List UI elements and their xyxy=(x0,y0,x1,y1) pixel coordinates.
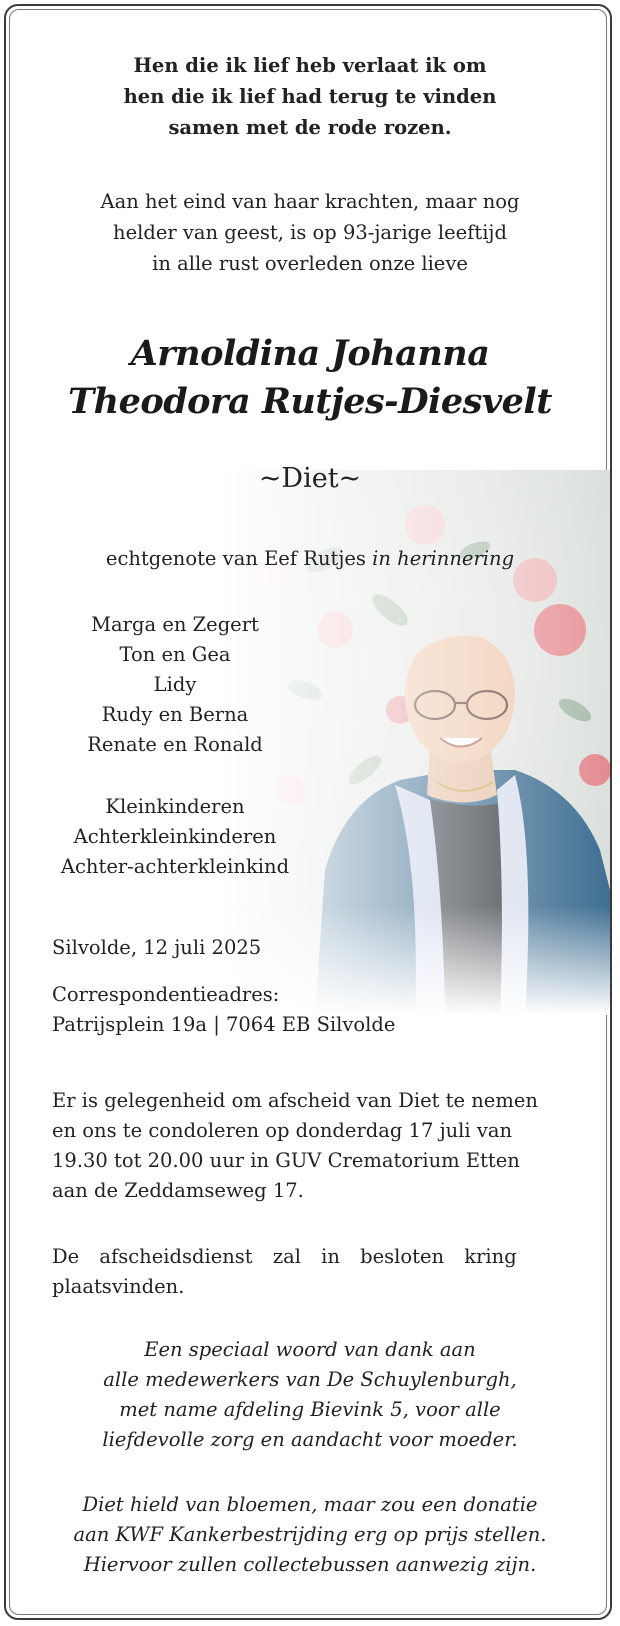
paragraph-line: plaatsvinden. xyxy=(52,1275,185,1298)
motto-line: samen met de rode rozen. xyxy=(168,116,452,139)
list-item: Renate en Ronald xyxy=(87,733,263,756)
motto-line: Hen die ik lief heb verlaat ik om xyxy=(133,54,487,77)
motto-line: hen die ik lief had terug te vinden xyxy=(123,85,497,108)
grandchildren-list xyxy=(40,792,310,882)
correspondence-address xyxy=(52,980,395,1040)
list-item: Lidy xyxy=(153,673,197,696)
farewell-paragraph xyxy=(52,1086,570,1206)
intro-line: in alle rust overleden onze lieve xyxy=(152,252,468,275)
list-item: Ton en Gea xyxy=(119,643,231,666)
intro-line: Aan het eind van haar krachten, maar nog xyxy=(100,190,520,213)
service-paragraph xyxy=(52,1242,570,1302)
list-item: Kleinkinderen xyxy=(105,795,245,818)
spouse-note: in herinnering xyxy=(372,547,515,570)
deceased-name xyxy=(40,330,580,426)
paragraph-line: 19.30 tot 20.00 uur in GUV Crematorium Etten xyxy=(52,1149,520,1172)
thanks-line: liefdevolle zorg en aandacht voor moeder. xyxy=(102,1428,518,1451)
list-item: Rudy en Berna xyxy=(101,703,249,726)
paragraph-line: Er is gelegenheid om afscheid van Diet te nemen xyxy=(52,1089,538,1112)
donation-line: Hiervoor zullen collectebussen aanwezig zijn. xyxy=(83,1553,537,1576)
intro-text xyxy=(40,186,580,279)
place-date: Silvolde, 12 juli 2025 xyxy=(52,936,262,959)
donation-line: Diet hield van bloemen, maar zou een donatie xyxy=(82,1493,538,1516)
nickname: ~Diet~ xyxy=(258,463,362,494)
thanks-paragraph xyxy=(40,1335,580,1455)
spouse-line xyxy=(40,545,580,573)
name-line: Theodora Rutjes-Diesvelt xyxy=(68,381,552,422)
name-line: Arnoldina Johanna xyxy=(130,333,490,374)
paragraph-line: De afscheidsdienst zal in besloten kring xyxy=(52,1245,517,1268)
spouse-text: echtgenote van Eef Rutjes xyxy=(105,547,366,570)
thanks-line: Een speciaal woord van dank aan xyxy=(144,1338,476,1361)
intro-line: helder van geest, is op 93-jarige leeftijd xyxy=(113,221,507,244)
address-label: Correspondentieadres: xyxy=(52,983,280,1006)
paragraph-line: aan de Zeddamseweg 17. xyxy=(52,1179,304,1202)
thanks-line: met name afdeling Bievink 5, voor alle xyxy=(119,1398,501,1421)
list-item: Marga en Zegert xyxy=(91,613,259,636)
list-item: Achter-achterkleinkind xyxy=(60,855,290,878)
donation-paragraph xyxy=(40,1490,580,1580)
list-item: Achterkleinkinderen xyxy=(73,825,277,848)
donation-line: aan KWF Kankerbestrijding erg op prijs stellen. xyxy=(73,1523,547,1546)
thanks-line: alle medewerkers van De Schuylenburgh, xyxy=(103,1368,517,1391)
children-list xyxy=(40,610,310,760)
motto-poem xyxy=(40,50,580,143)
paragraph-line: en ons te condoleren op donderdag 17 juli van xyxy=(52,1119,513,1142)
address-value: Patrijsplein 19a | 7064 EB Silvolde xyxy=(52,1013,396,1036)
